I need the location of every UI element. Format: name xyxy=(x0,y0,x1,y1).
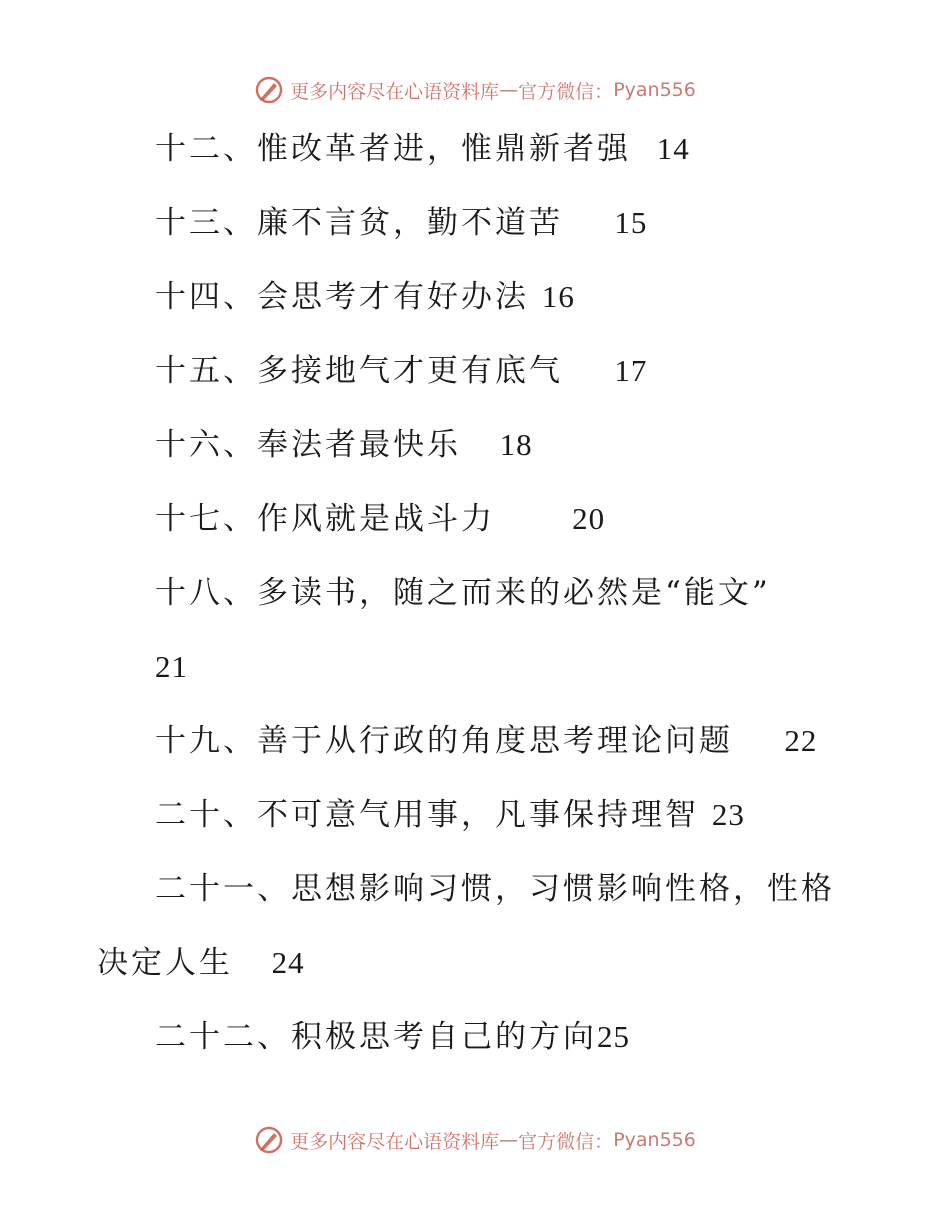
toc-entry-page: 22 xyxy=(784,723,818,758)
toc-entry-title: 二十二、积极思考自己的方向 xyxy=(155,1019,597,1055)
watermark-wechat-id: Pyan556 xyxy=(613,1129,696,1151)
toc-entry-19 xyxy=(155,704,855,778)
toc-entry-title: 十四、会思考才有好办法 xyxy=(155,279,529,315)
toc-entry-title: 十八、多读书，随之而来的必然是“能文” xyxy=(155,575,771,611)
toc-entry-page: 15 xyxy=(614,205,648,240)
watermark-text: 更多内容尽在心语资料库 xyxy=(290,80,500,103)
footer-watermark xyxy=(0,1120,950,1160)
watermark-text: 更多内容尽在心语资料库 xyxy=(290,1130,500,1153)
watermark-wechat-label: 官方微信： xyxy=(518,80,614,103)
toc-entry-14 xyxy=(155,260,855,334)
toc-entry-title: 十七、作风就是战斗力 xyxy=(155,501,495,537)
toc-entry-title: 十六、奉法者最快乐 xyxy=(155,427,461,463)
toc-entry-20 xyxy=(155,778,855,852)
toc-entry-13 xyxy=(155,186,855,260)
toc-entry-page: 25 xyxy=(597,1019,630,1054)
toc-entry-16 xyxy=(155,408,855,482)
toc-entry-page: 24 xyxy=(271,945,305,980)
pen-logo-icon xyxy=(254,75,284,105)
pen-logo-icon xyxy=(254,1125,284,1155)
toc-entry-page: 16 xyxy=(541,279,575,314)
header-watermark xyxy=(0,70,950,110)
toc-entry-21 xyxy=(97,852,857,1000)
toc-entry-22 xyxy=(155,1000,855,1074)
toc-entry-page: 18 xyxy=(499,427,533,462)
toc-entry-title: 十九、善于从行政的角度思考理论问题 xyxy=(155,723,733,759)
toc-entry-18-page: 21 xyxy=(155,649,188,684)
toc-entry-18 xyxy=(155,556,855,630)
toc-entry-12 xyxy=(155,112,855,186)
toc-entry-page: 14 xyxy=(656,131,690,166)
watermark-separator: — xyxy=(499,1129,519,1151)
toc-entry-title: 十二、惟改革者进，惟鼎新者强 xyxy=(155,131,631,167)
watermark-wechat-id: Pyan556 xyxy=(613,79,696,101)
toc-entry-title: 十三、廉不言贫，勤不道苦 xyxy=(155,205,563,241)
toc-entry-page: 23 xyxy=(711,797,745,832)
toc-entry-page: 20 xyxy=(572,501,606,536)
toc-entry-title: 二十、不可意气用事，凡事保持理智 xyxy=(155,797,699,833)
toc-entry-page: 17 xyxy=(614,353,648,388)
toc-entry-title: 十五、多接地气才更有底气 xyxy=(155,353,563,389)
toc-entry-15 xyxy=(155,334,855,408)
watermark-separator: — xyxy=(499,79,519,101)
toc-entry-title: 二十一、思想影响习惯，习惯影响性格，性格决定人生 xyxy=(97,871,835,981)
toc-entry-17 xyxy=(155,482,855,556)
watermark-wechat-label: 官方微信： xyxy=(518,1130,614,1153)
